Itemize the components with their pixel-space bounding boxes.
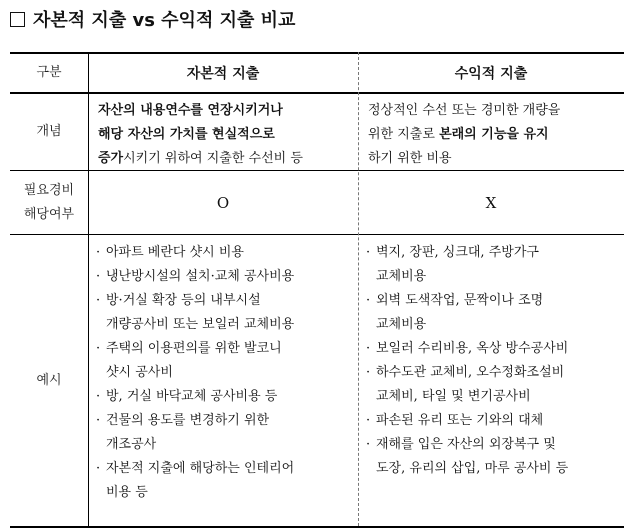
- header-capital: 자본적 지출: [186, 66, 260, 82]
- row-eligible-label-1: 필요경비: [23, 182, 75, 198]
- list-item: [366, 337, 618, 361]
- bullet-icon: ·: [366, 365, 371, 380]
- capital-concept-bold-3: 증가: [98, 151, 124, 166]
- revenue-example-list: [360, 235, 624, 481]
- revenue-concept-1: 정상적인 수선 또는 경미한 개량을: [368, 103, 561, 118]
- bullet-icon: ·: [366, 245, 371, 260]
- list-item-line-1: 냉난방시설의 설치·교체 공사비용: [106, 269, 295, 284]
- comparison-table: [10, 52, 624, 526]
- revenue-concept-3: 하기 위한 비용: [368, 151, 452, 166]
- capital-concept-rest: 시키기 위하여 지출한 수선비 등: [123, 151, 303, 166]
- list-item: [96, 241, 352, 265]
- list-item-line-2: 비용 등: [106, 485, 148, 500]
- list-item-line-1: 하수도관 교체비, 오수정화조설비: [376, 365, 565, 380]
- list-item: [96, 385, 352, 409]
- list-item-line-1: 파손된 유리 또는 기와의 대체: [376, 413, 544, 428]
- bullet-icon: ·: [366, 437, 371, 452]
- list-item: [366, 289, 618, 337]
- row-example-label: 예시: [36, 372, 62, 388]
- list-item-line-1: 벽지, 장판, 싱크대, 주방가구: [376, 245, 539, 260]
- bullet-icon: ·: [96, 389, 101, 404]
- bullet-icon: ·: [96, 413, 101, 428]
- checkbox-square-icon: [10, 12, 25, 27]
- bullet-icon: ·: [96, 461, 101, 476]
- capital-concept-bold-1: 자산의 내용연수를 연장시키거나: [98, 103, 283, 118]
- list-item-line-1: 자본적 지출에 해당하는 인테리어: [106, 461, 295, 476]
- list-item-line-2: 도장, 유리의 삽입, 마루 공사비 등: [376, 461, 569, 476]
- list-item-line-1: 건물의 용도를 변경하기 위한: [106, 413, 270, 428]
- list-item-line-1: 외벽 도색작업, 문짝이나 조명: [376, 293, 544, 308]
- capital-eligible: O: [216, 193, 230, 212]
- capital-example-list: [90, 235, 358, 505]
- list-item-line-1: 보일러 수리비용, 옥상 방수공사비: [376, 341, 569, 356]
- header-revenue: 수익적 지출: [454, 66, 528, 82]
- bullet-icon: ·: [96, 341, 101, 356]
- list-item-line-2: 개조공사: [106, 437, 157, 452]
- page-title: [10, 6, 295, 32]
- capital-concept: [90, 93, 358, 170]
- list-item-line-2: 교체비용: [376, 317, 427, 332]
- list-item-line-2: 교체비, 타일 및 변기공사비: [376, 389, 531, 404]
- revenue-examples: [360, 235, 624, 526]
- row-concept-label: 개념: [36, 123, 62, 139]
- list-item-line-1: 아파트 베란다 샷시 비용: [106, 245, 244, 260]
- capital-examples: [90, 235, 358, 526]
- list-item: [366, 241, 618, 289]
- bullet-icon: ·: [366, 341, 371, 356]
- list-item-line-2: 개량공사비 또는 보일러 교체비용: [106, 317, 295, 332]
- list-item-line-1: 재해를 입은 자산의 외장복구 및: [376, 437, 556, 452]
- list-item: [96, 265, 352, 289]
- revenue-concept-2a: 위한 지출로: [368, 127, 440, 142]
- list-item: [96, 409, 352, 457]
- row-eligible-label: [10, 171, 88, 234]
- header-label: 구분: [36, 65, 62, 80]
- bullet-icon: ·: [96, 293, 101, 308]
- bullet-icon: ·: [366, 293, 371, 308]
- bullet-icon: ·: [96, 245, 101, 260]
- list-item: [366, 433, 618, 481]
- list-item-line-1: 주택의 이용편의를 위한 발코니: [106, 341, 282, 356]
- col-border: [88, 52, 89, 526]
- list-item-line-2: 교체비용: [376, 269, 427, 284]
- revenue-eligible: X: [485, 193, 497, 212]
- bullet-icon: ·: [96, 269, 101, 284]
- list-item-line-1: 방, 거실 바닥교체 공사비용 등: [106, 389, 278, 404]
- col-border-dashed: [358, 52, 359, 526]
- revenue-concept-2b: 본래의 기능을 유지: [439, 127, 549, 142]
- table-bottom-border: [10, 526, 624, 528]
- list-item: [366, 409, 618, 433]
- list-item: [96, 337, 352, 385]
- list-item: [96, 289, 352, 337]
- revenue-concept: [360, 93, 624, 170]
- bullet-icon: ·: [366, 413, 371, 428]
- row-eligible-label-2: 해당여부: [23, 206, 75, 222]
- list-item-line-2: 샷시 공사비: [106, 365, 173, 380]
- list-item-line-1: 방·거실 확장 등의 내부시설: [106, 293, 261, 308]
- list-item: [96, 457, 352, 505]
- capital-concept-bold-2: 해당 자산의 가치를 현실적으로: [98, 127, 275, 142]
- page-title-text: 자본적 지출 vs 수익적 지출 비교: [33, 10, 296, 31]
- list-item: [366, 361, 618, 409]
